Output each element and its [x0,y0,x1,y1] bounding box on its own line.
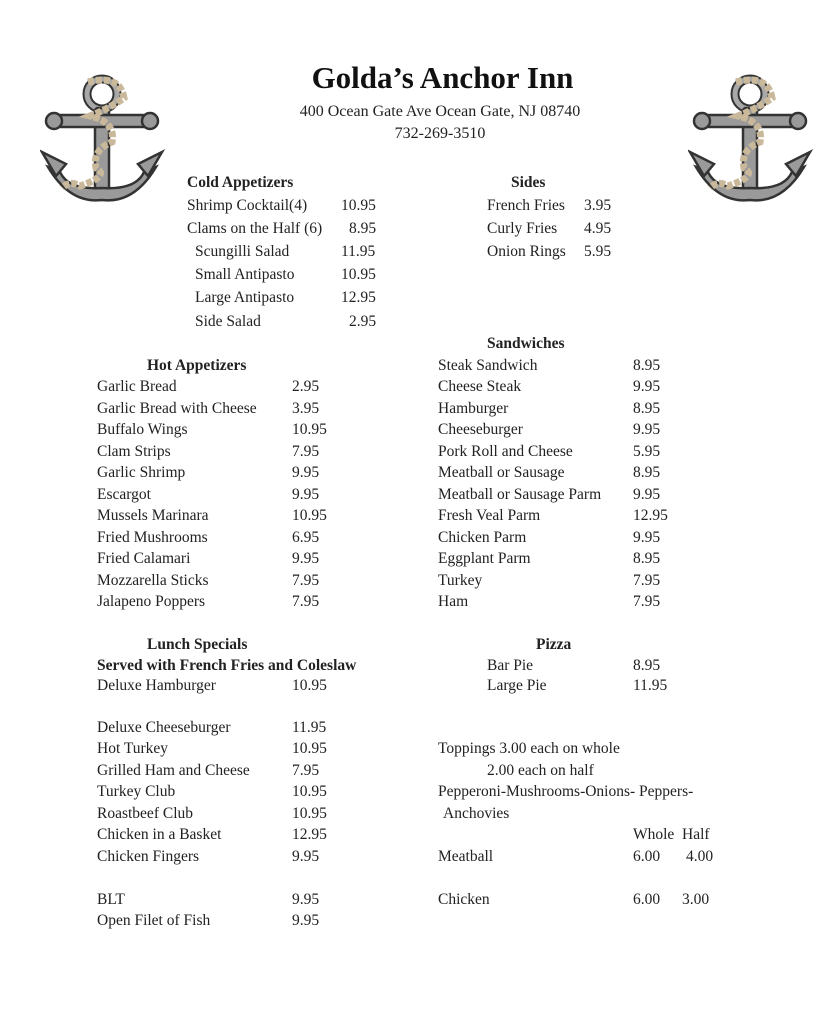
menu-item-name: Hamburger [438,400,509,417]
lunch-specials-heading: Lunch Specials [147,636,248,653]
topping-name: Meatball [438,848,494,865]
cold-appetizers-heading: Cold Appetizers [187,174,294,191]
menu-item-name: Curly Fries [487,220,558,237]
sandwiches-heading: Sandwiches [487,335,565,352]
menu-item-name: Scungilli Salad [195,243,290,260]
menu-item-name: Pork Roll and Cheese [438,443,573,460]
menu-item-price: 10.95 [292,507,327,524]
menu-item-name: Large Pie [487,677,547,694]
menu-item-price: 7.95 [633,593,661,610]
menu-item-price: 11.95 [633,677,668,694]
menu-item-price: 10.95 [292,783,327,800]
menu-item-price: 3.95 [292,400,320,417]
menu-item-price: 8.95 [633,657,661,674]
menu-item-name: Chicken Parm [438,529,527,546]
menu-item-price: 10.95 [292,421,327,438]
menu-item-price: 12.95 [633,507,668,524]
menu-item-name: Meatball or Sausage [438,464,565,481]
menu-item-price: 12.95 [341,289,376,306]
page-title: Golda’s Anchor Inn [311,60,574,95]
menu-item-price: 5.95 [633,443,661,460]
menu-item-name: Cheeseburger [438,421,523,438]
menu-item-name: Fried Mushrooms [97,529,208,546]
menu-item-price: 7.95 [292,593,320,610]
menu-item-name: Deluxe Hamburger [97,677,216,694]
menu-item-price: 7.95 [292,762,320,779]
menu-item-price: 9.95 [633,421,661,438]
menu-item-price: 9.95 [292,486,320,503]
menu-item-name: Garlic Bread [97,378,177,395]
menu-item-price: 9.95 [292,464,320,481]
menu-item-name: BLT [97,891,125,908]
toppings-line: 2.00 each on half [487,762,594,779]
menu-item-price: 12.95 [292,826,327,843]
menu-item-price: 9.95 [292,891,320,908]
menu-item-name: Clams on the Half (6) [187,220,323,237]
toppings-line: Toppings 3.00 each on whole [438,740,620,757]
menu-item-price: 4.95 [584,220,612,237]
menu-item-name: Turkey Club [97,783,176,800]
menu-item-price: 8.95 [633,357,661,374]
menu-item-price: 11.95 [341,243,376,260]
menu-item-price: 3.95 [584,197,612,214]
menu-item-name: Ham [438,593,469,610]
toppings-list: Pepperoni-Mushrooms-Onions- Peppers- [438,783,694,800]
menu-item-price: 9.95 [292,912,320,929]
topping-whole-price: 6.00 [633,848,661,865]
hot-appetizers-heading: Hot Appetizers [147,357,247,374]
menu-item-name: Roastbeef Club [97,805,193,822]
menu-item-price: 9.95 [633,378,661,395]
menu-item-price: 8.95 [633,464,661,481]
menu-item-name: Clam Strips [97,443,171,460]
menu-item-name: Meatball or Sausage Parm [438,486,602,503]
menu-item-price: 8.95 [633,400,661,417]
menu-item-name: Onion Rings [487,243,566,260]
menu-item-price: 8.95 [633,550,661,567]
menu-item-price: 6.95 [292,529,320,546]
menu-item-name: Buffalo Wings [97,421,188,438]
menu-item-name: French Fries [487,197,565,214]
menu-item-price: 9.95 [633,529,661,546]
menu-item-name: Cheese Steak [438,378,522,395]
menu-item-name: Open Filet of Fish [97,912,211,929]
menu-item-name: Mozzarella Sticks [97,572,209,589]
menu-item-price: 7.95 [633,572,661,589]
menu-item-price: 11.95 [292,719,327,736]
topping-half-price: 3.00 [682,891,710,908]
menu-item-price: 9.95 [633,486,661,503]
menu-item-name: Eggplant Parm [438,550,531,567]
menu-item-price: 8.95 [349,220,377,237]
menu-item-price: 7.95 [292,572,320,589]
menu-item-price: 10.95 [292,740,327,757]
menu-item-price: 10.95 [292,677,327,694]
topping-half-price: 4.00 [686,848,714,865]
menu-item-name: Shrimp Cocktail(4) [187,197,308,214]
col-half-label: Half [682,826,710,843]
menu-item-name: Turkey [438,572,483,589]
menu-item-price: 10.95 [341,197,376,214]
menu-item-name: Small Antipasto [195,266,295,283]
menu-item-name: Grilled Ham and Cheese [97,762,250,779]
menu-item-name: Fresh Veal Parm [438,507,541,524]
menu-item-price: 2.95 [292,378,320,395]
topping-name: Chicken [438,891,490,908]
col-whole-label: Whole [633,826,675,843]
menu-item-name: Fried Calamari [97,550,191,567]
menu-item-price: 7.95 [292,443,320,460]
pizza-heading: Pizza [536,636,572,653]
lunch-specials-subheading: Served with French Fries and Coleslaw [97,657,357,674]
toppings-list: Anchovies [443,805,510,822]
sides-heading: Sides [511,174,546,191]
phone: 732-269-3510 [394,125,486,142]
menu-item-name: Jalapeno Poppers [97,593,206,610]
menu-item-name: Bar Pie [487,657,534,674]
topping-whole-price: 6.00 [633,891,661,908]
menu-item-name: Garlic Shrimp [97,464,186,481]
menu-item-name: Hot Turkey [97,740,169,757]
menu-item-price: 9.95 [292,550,320,567]
menu-item-name: Side Salad [195,313,261,330]
menu-item-price: 10.95 [341,266,376,283]
menu-item-price: 2.95 [349,313,377,330]
menu-item-name: Steak Sandwich [438,357,538,374]
menu-item-name: Escargot [97,486,151,503]
menu-item-name: Chicken Fingers [97,848,200,865]
menu-item-name: Garlic Bread with Cheese [97,400,257,417]
menu-item-name: Deluxe Cheeseburger [97,719,231,736]
menu-item-name: Mussels Marinara [97,507,209,524]
menu-item-price: 10.95 [292,805,327,822]
address: 400 Ocean Gate Ave Ocean Gate, NJ 08740 [299,103,581,120]
menu-item-price: 5.95 [584,243,612,260]
menu-item-price: 9.95 [292,848,320,865]
menu-item-name: Large Antipasto [195,289,295,306]
menu-item-name: Chicken in a Basket [97,826,222,843]
